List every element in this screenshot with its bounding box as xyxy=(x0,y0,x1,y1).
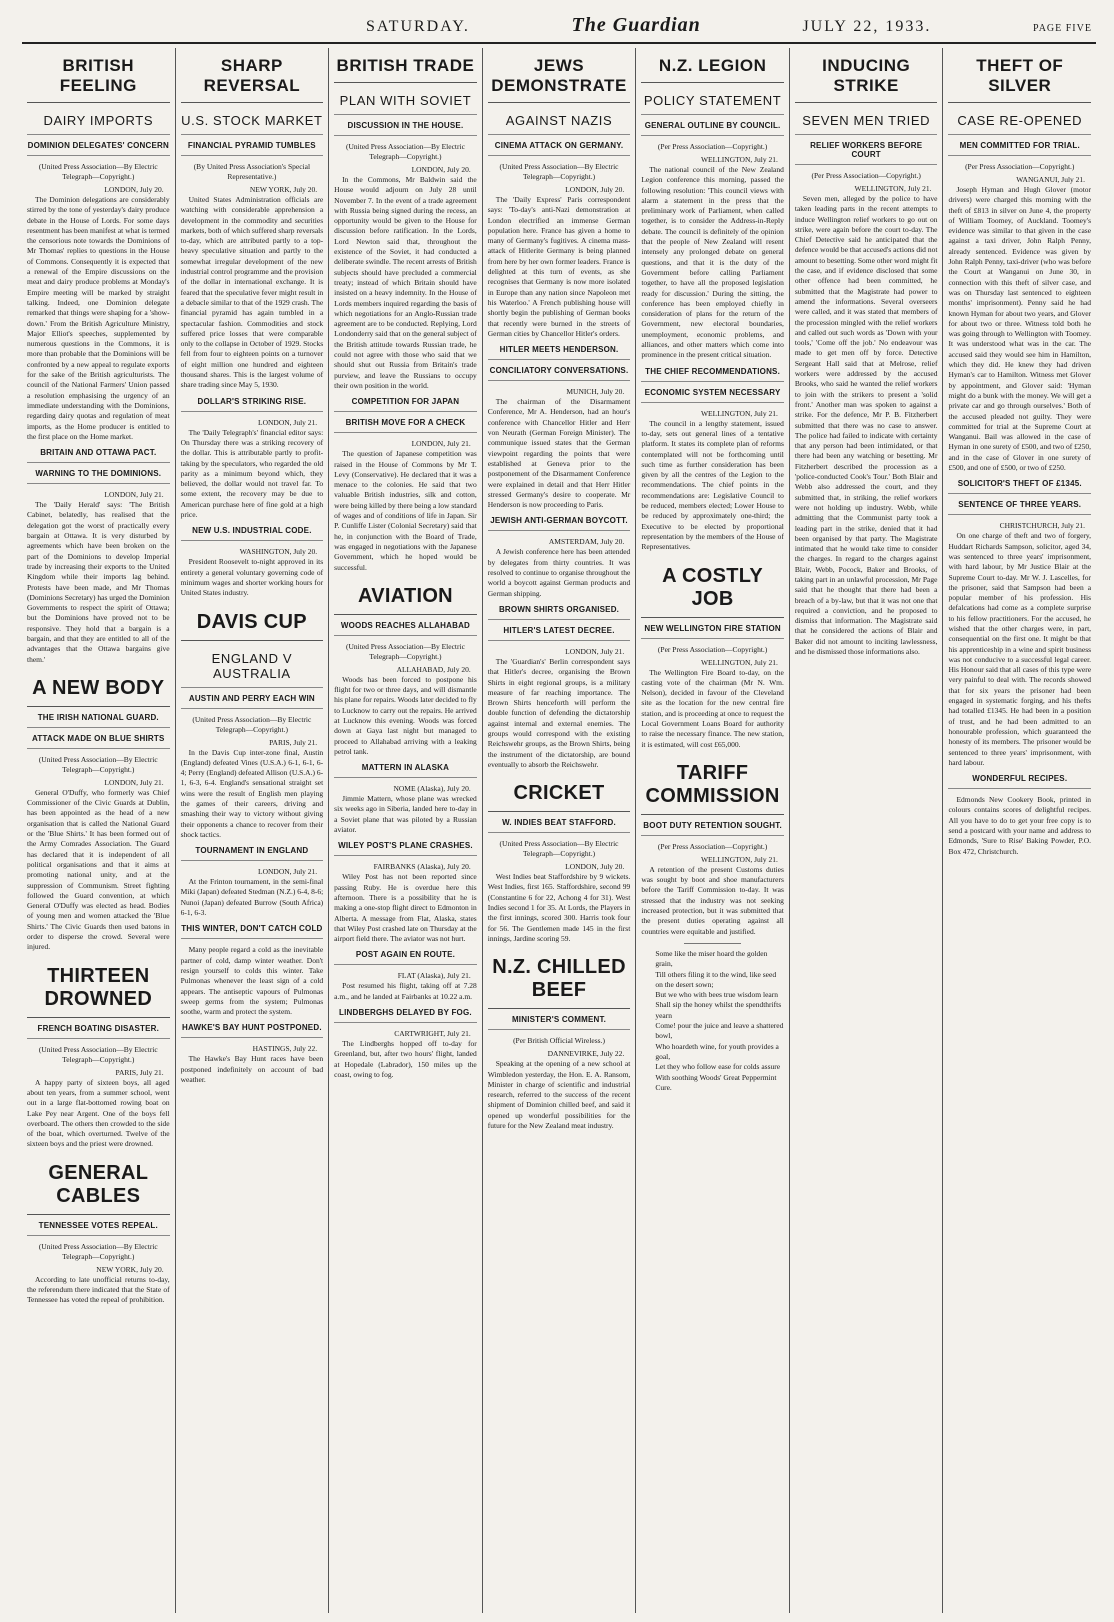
subhead: SENTENCE OF THREE YEARS. xyxy=(948,500,1091,515)
poem-line: Who hoardeth wine, for youth provides a goal, xyxy=(655,1041,779,1061)
subhead: THE IRISH NATIONAL GUARD. xyxy=(27,713,170,728)
column-2 xyxy=(176,48,330,1613)
subhead: NEW U.S. INDUSTRIAL CODE. xyxy=(181,526,324,541)
article-jews-demonstrate xyxy=(488,50,631,770)
headline: THEFT OF SILVER xyxy=(948,50,1091,103)
article-cricket xyxy=(488,776,631,944)
source-line: (United Press Association—By Electric Telegraph—Copyright.) xyxy=(499,162,619,181)
deck: ENGLAND V AUSTRALIA xyxy=(181,645,324,688)
article-body: At the Frinton tournament, in the semi-final Miki (Japan) defeated Stedman (N.Z.) 6-4, 8-6; Nunoi (Japan) defeated Burrow (South Africa) 6-1, 6-3. xyxy=(180,877,324,918)
source-line: (United Press Association—By Electric Telegraph—Copyright.) xyxy=(192,714,312,734)
article-body: General O'Duffy, who formerly was Chief Commissioner of the Civic Guards at Dublin, has been appointed as the head of a new organisation that is called the National Guard or the 'Blue Shirts.' It has been formed out of the Army Comrades Association. The Guard has declared that it is independent of all political organisations and that it aims at promoting national unity, and at the suppression of Communism. Street fighting followed the Guard convention, at which General O'Duffy was elected as head. Bodies of young men and women attacked the 'Blue Shirts.' The Civic Guards then used batons in order to disperse the crowd. Several were injured. xyxy=(27,787,170,952)
source-line: (United Press Association—By Electric Telegraph—Copyright.) xyxy=(38,1044,158,1064)
article-body: The 'Daily Express' Paris correspondent says: 'To-day's anti-Nazi demonstration at London electrified an immense German population here. France has given a home to many of Germany's fugitives. A cinema mass-attack of Hitlerite Germany is being planned from here by her own former leaders. France is delighted at this turn of events, as she recognises that Germany is now more isolated in Europe than any nation since Napoleon met his Waterloo.' A French publishing house will shortly begin the publishing of German books that recently were burned in the streets of German cities by Chancellor Hitler's orders. xyxy=(487,195,631,338)
dateline: LONDON, July 20. xyxy=(411,165,471,174)
article-body: United States Administration officials are watching with considerable apprehension a development in the commodity and securities markets, both of which suffered sharp reversals to-day, which are attributed partly to a top-heavy speculative situation and partly to the somewhat irregular development of the new industrial control programme and the provision of the dollar in international exchange. It is feared that the speculative fever might result in a debacle similar to that of the 1929 crash. The financial pyramid has again tumbled in a spectacular fashion. Commodities and stock suffered price losses that were comparable only to the collapse in October of 1929. Stocks fell from four to eighteen points on a turnover of eight million one hundred and eighteen thousand shares. This is the largest volume of share trading since May 5, 1930. xyxy=(180,195,324,390)
column-5 xyxy=(636,48,790,1613)
poem-line: Let they who follow ease for colds assure xyxy=(655,1062,781,1072)
poem-line: But we who with bees true wisdom learn xyxy=(655,990,778,1000)
dateline: CARTWRIGHT, July 21. xyxy=(394,1029,471,1039)
dateline: AMSTERDAM, July 20. xyxy=(548,537,625,547)
column-1 xyxy=(22,48,176,1613)
advert-pulmonas xyxy=(181,924,324,1085)
article-body: The national council of the New Zealand Legion conference this morning, passed the following resolution: 'This council views with alarm a statement in the press that the preliminary work of Parliament, when called together, is to consider the Address-in-Reply debate. The council is definitely of the opinion that the people of New Zealand will resent intensely any prolonged debate on general questions, and that it is the duty of the Government before calling Parliament together, to have all the proposed legislation ready for discussion.' During the sitting, the conference has been employed chiefly in consideration of plans for the return of the Government, new electoral boundaries, unemployment, economic problems, and alliances, and other matters which come into prominence in the present critical situation. xyxy=(641,165,784,360)
article-body: The Dominion delegations are considerably stirred by the tone of yesterday's dairy produce debate in the House of Lords. For some days resentment has been manifest at what is termed the censorious note towards the Dominions of Mr Thomas' replies to questions in the House of Commons. Consequently it is expected that a renewal of the Empire discussions on the meat and dairy produce problems at Monday's Empire meeting will be marked by straight talking. Indeed, one Dominion delegate remarked that things were shaping for a 'show-down.' From the British Agriculture Ministry, Major Elliot's speeches, supplemented by numerous questions in the Commons, it is more than probable that the Dominions will be confronted by a new appeal to regulate exports for the sake of the British agriculturists. The council of the National Farmers' Union passed a resolution emphasising the urgency of an immediate understanding with the Dominions, regarding dairy quotas and regulation of meat imports, as the Home producer is entitled to the first place on the Home market. xyxy=(27,195,170,441)
article-body: President Roosevelt to-night approved in its entirety a general voluntary governing code of minimum wages and shorter working hours for United States industry. xyxy=(180,557,324,598)
subhead: WOODS REACHES ALLAHABAD xyxy=(334,621,477,636)
column-4 xyxy=(483,48,637,1613)
article-body: The 'Daily Herald' says: 'The British Cabinet, belatedly, has realised that the delegation got the worst of practically every bargain at Ottawa. It is very disturbed by agreements which have been broken on the part of the Dominions to develop Imperial trade by increasing their exports to the United Kingdom while their imports lag behind. Protests have been made, and Mr Thomas (Dominions Secretary) has urged the Dominion Governments to respect the spirit of Ottawa; but the Dominions have proved not to be responsive. They hold that a bargain is a bargain, and that they are entitled to all of the advantages that the Ottawa bargains give them.' xyxy=(27,500,170,664)
advert-poem xyxy=(655,949,784,1093)
source-line: (Per Press Association—Copyright.) xyxy=(811,171,921,180)
source-line: (Per Press Association—Copyright.) xyxy=(657,841,768,851)
article-theft-of-silver xyxy=(948,50,1091,768)
columns xyxy=(22,48,1096,1613)
headline: DAVIS CUP xyxy=(181,605,324,641)
deck: POLICY STATEMENT xyxy=(641,87,784,115)
article-new-body xyxy=(27,671,170,953)
subhead: THIS WINTER, DON'T CATCH COLD xyxy=(181,924,324,939)
subhead: WONDERFUL RECIPES. xyxy=(948,774,1091,789)
article-inducing-strike xyxy=(795,50,938,657)
subhead: BRITAIN AND OTTAWA PACT. xyxy=(27,448,170,463)
dateline: HASTINGS, July 22. xyxy=(252,1044,318,1054)
article-body: The question of Japanese competition was raised in the House of Commons by Mr T. Levy (Conservative). He declared that it was a menace to the colonies. He said that two valuable British industries, silk and cotton, were being killed by there being a low standard of wages and of conditions of life in Japan. Sir P. Cunliffe Lister (Colonial Secretary) said that he, in conjunction with the Board of Trade, was engaged in negotiations with the Japanese Government, which he hoped would be successful. xyxy=(334,449,477,572)
subhead: POST AGAIN EN ROUTE. xyxy=(334,950,477,965)
dateline: FAIRBANKS (Alaska), July 20. xyxy=(373,862,471,872)
source-line: (Per Press Association—Copyright.) xyxy=(657,644,768,654)
headline: N.Z. LEGION xyxy=(641,50,784,83)
poem-line: Till others filing it to the wind, like seed on the desert sown; xyxy=(655,969,777,989)
subhead: THE CHIEF RECOMMENDATIONS. xyxy=(641,367,784,382)
source-line: (Per Press Association—Copyright.) xyxy=(657,142,768,151)
subhead: FINANCIAL PYRAMID TUMBLES xyxy=(181,141,324,156)
subhead: MATTERN IN ALASKA xyxy=(334,763,477,778)
subhead: MINISTER'S COMMENT. xyxy=(488,1015,631,1030)
article-body: A happy party of sixteen boys, all aged about ten years, from a summer school, went out in a large flat-bottomed rowing boat on Lake Pey near Argent. One of the boys fell overboard. The others then crowded to the side of the boat, which overturned. Twelve of the sixteen boys and the priest were drowned. xyxy=(27,1077,170,1149)
deck: CASE RE-OPENED xyxy=(948,107,1091,135)
subhead: TOURNAMENT IN ENGLAND xyxy=(181,846,324,861)
dateline: LONDON, July 20. xyxy=(565,862,625,872)
masthead-page: PAGE FIVE xyxy=(1033,23,1092,34)
poem-line: With soothing Woods' Great Peppermint Cure. xyxy=(655,1072,777,1092)
headline: GENERAL CABLES xyxy=(27,1156,170,1215)
dateline: DANNEVIRKE, July 22. xyxy=(547,1049,625,1059)
source-line: (By United Press Association's Special Representative.) xyxy=(193,162,311,181)
article-davis-cup xyxy=(181,605,324,919)
dateline: ALLAHABAD, July 20. xyxy=(396,664,471,674)
subhead: AUSTIN AND PERRY EACH WIN xyxy=(181,694,324,709)
subhead: W. INDIES BEAT STAFFORD. xyxy=(488,818,631,833)
article-costly-job xyxy=(641,559,784,750)
article-body: The Hawke's Bay Hunt races have been postponed indefinitely on account of bad weather. xyxy=(180,1054,324,1085)
article-body: Woods has been forced to postpone his flight for two or three days, and will dismantle his plane for repairs. Woods later decided to fly to Lucknow to carry out the repairs. He arrived at Lucknow this evening. Woods was forced down at Gaya last night but managed to proceed to Allahabad arriving with a leaking petrol tank. xyxy=(334,674,477,756)
dateline: LONDON, July 20. xyxy=(104,185,164,194)
dateline: MUNICH, July 20. xyxy=(566,387,625,397)
article-body: Joseph Hyman and Hugh Glover (motor drivers) were charged this morning with the theft of £813 in silver on June 4, the property of William Toomey, of Auckland. Toomey's evidence was similar to that given in the case against a taxi driver, John Ralph Penny, already sentenced. Evidence was given by John Ralph Penny, taxi-driver (who was before the Court at Wanganui on June 30, in connection with this theft of silver case, and was on Thursday last sentenced to eighteen months' imprisonment). Penny said he had known Hyman for about two years, and Glover for about two or three. Witness told both he was going through to Wellington with Toomey. It was understood what was in the car. The accused said they would see him in Hamilton, which they did. He knew they had driven Hyman's car to Hamilton. Witness met Glover by appointment, and Glover said: 'Hyman might do a bunk with the money. We will get a private car and go through ourselves.' Both of the accused pleaded not guilty. They were committed for trial at the Supreme Court at Wanganui. Bail was allowed in the case of Hyman in one surety of £500, and two of £250, and in the case of Glover in one surety of £500, and one of £500, or two of £250. xyxy=(948,185,1092,473)
subhead: LINDBERGHS DELAYED BY FOG. xyxy=(334,1008,477,1023)
headline: BRITISH TRADE xyxy=(334,50,477,83)
dateline: LONDON, July 21. xyxy=(104,777,164,787)
dateline: WELLINGTON, July 21. xyxy=(700,155,778,164)
dateline: LONDON, July 20. xyxy=(565,185,625,194)
article-chilled-beef xyxy=(488,950,631,1131)
deck: DAIRY IMPORTS xyxy=(27,107,170,135)
source-line: (United Press Association—By Electric Telegraph—Copyright.) xyxy=(345,142,465,161)
poem-line: Come! pour the juice and leave a shattered bowl, xyxy=(655,1021,784,1041)
dateline: NOME (Alaska), July 20. xyxy=(393,784,471,794)
dateline: LONDON, July 21. xyxy=(104,490,164,500)
dateline: WASHINGTON, July 20. xyxy=(239,547,318,557)
subhead: MEN COMMITTED FOR TRIAL. xyxy=(948,141,1091,156)
headline: A COSTLY JOB xyxy=(641,559,784,618)
source-line: (United Press Association—By Electric Telegraph—Copyright.) xyxy=(345,641,465,661)
article-body: The council in a lengthy statement, issued to-day, sets out general lines of a tentative platform. It states its complete plan of reforms contemplated will not be forthcoming until such time as further consideration has been given by all the centres of the Legion to the recommendations. The chief points in the recommendations are: Legislative Council to be reduced, members elected; Lower House to be reduced by approximately one-third; the Executive to be elected by proportional representation by the members of the House of Representatives. xyxy=(641,418,784,552)
subhead: FRENCH BOATING DISASTER. xyxy=(27,1024,170,1039)
headline: A NEW BODY xyxy=(27,671,170,707)
subhead: WILEY POST'S PLANE CRASHES. xyxy=(334,841,477,856)
deck: U.S. STOCK MARKET xyxy=(181,107,324,135)
advert-body: Many people regard a cold as the inevitable partner of cold, damp winter weather. Don't resign yourself to colds this winter. Take Pulmonas whenever the least sign of a cold appears. The antiseptic vapours of Pulmonas sweep germs from the system; Pulmonas soothe, warm and protect the system. xyxy=(180,945,324,1017)
dateline: LONDON, July 21. xyxy=(257,867,318,877)
article-nz-legion xyxy=(641,50,784,553)
article-body: The chairman of the Disarmament Conference, Mr A. Henderson, had an hour's conference with Chancellor Hitler and Herr von Neurath (German Foreign Minister). The communique issued states that the German viewpoint regarding the points that were established at Geneva prior to the postponement of the Disarmament Conference were explained in detail and that Herr Hitler stressed Germany's desire to cooperate. Mr Henderson is now proceeding to Paris. xyxy=(487,397,631,510)
subhead: ECONOMIC SYSTEM NECESSARY xyxy=(641,388,784,403)
deck: AGAINST NAZIS xyxy=(488,107,631,135)
article-thirteen-drowned xyxy=(27,959,170,1150)
dateline: PARIS, July 21. xyxy=(269,737,318,747)
headline: CRICKET xyxy=(488,776,631,812)
article-tariff-commission xyxy=(641,756,784,937)
source-line: (United Press Association—By Electric Telegraph—Copyright.) xyxy=(499,839,619,859)
article-british-feeling xyxy=(27,50,170,665)
headline: JEWS DEMONSTRATE xyxy=(488,50,631,103)
headline: N.Z. CHILLED BEEF xyxy=(488,950,631,1009)
article-body: A retention of the present Customs duties was sought by boot and shoe manufacturers before the Tariff Commission to-day. It was stressed that the industry was not seeking increased protection, but it was submitted that the present duties operating against all countries were equitable and justified. xyxy=(641,864,784,936)
article-body: Seven men, alleged by the police to have taken leading parts in the recent attempts to induce Wellington relief workers to go out on strike, were again before the court to-day. The Chief Detective said he anticipated that the defence would be that accused's actions did not amount to besetting. Some other word might fit the case, and if evidence disclosed that some other offence had been committed, he submitted that the Magistrate had power to amend the informations. Several overseers were called, and it was stated that members of the procession mingled with the relief workers and called out such words as 'Down with your tools,' 'Come off the job.' No endeavour was made to get men off by force. Detective Sergeant Hall said that at Melrose, relief workers were addressed by the accused Brooks, who said he wanted the relief workers to join with the strikers to present a 'solid front.' Another man was spoken to against a strike. For the defence, Mr P. B. Fitzherbert submitted that there was no case to answer. The police had failed to indicate with certainty that any person had been intimidated, or that there had been any watching or besetting. Mr Fitzherbert described the procession as a 'police-conducted Cook's Tour.' Both Blair and Webb also addressed the court, and they submitted that, in striking, the relief workers were not holding up industry. Webb, while admitting that the Communist party took a leading part in the strike, denied that it had been organised by that party. The Magistrate intimated that he would take time to consider the charges. In regard to the charges against Blair, Webb, Pocock, Baker and Brooks, of taking part in an unlawful procession, Mr Page said that he thought that there had been a breach of a by-law, but that it was not one that required a conviction, and he proposed to dismiss that information. The Magistrate said that he considered the actions of Blair and Baker did not amount to inciting lawlessness, and he dismissed those informations also. xyxy=(794,194,938,657)
subhead: HITLER MEETS HENDERSON. xyxy=(488,345,631,360)
subhead: HAWKE'S BAY HUNT POSTPONED. xyxy=(181,1023,324,1038)
article-general-cables xyxy=(27,1156,170,1306)
headline: TARIFF COMMISSION xyxy=(641,756,784,815)
poem-line: Shall sip the honey whilst the spendthrifts yearn xyxy=(655,1000,782,1020)
article-body: The 'Guardian's' Berlin correspondent says that Hitler's decree, organising the Brown Shirts in eight regional groups, is a military measure of far reaching importance. The Brown Shirts henceforth will perform the double function of defending the dictatorship against internal and external enemies. The groups would correspond with the existing Reichswehr groups, as the Brown Shirts, being the instrument of the dictatorship, are bound eventually to absorb the Reichswehr. xyxy=(487,656,631,769)
article-body: A Jewish conference here has been attended by delegates from thirty countries. It was resolved to continue to organise throughout the world a boycott against German products and German shipping. xyxy=(487,547,631,598)
dateline: WELLINGTON, July 21. xyxy=(854,184,932,193)
dateline: WELLINGTON, July 21. xyxy=(700,854,778,864)
masthead-day: SATURDAY. xyxy=(366,18,470,35)
masthead xyxy=(22,8,1096,44)
article-body: In the Davis Cup inter-zone final, Austin (England) defeated Vines (U.S.A.) 6-1, 6-1, 6-4; Perry (England) defeated Allison (U.S.A.) 6-1, 6-3, 6-4. England's sensational straight set wins were the result of English men playing the games of their careers, driving and smashing their way to victory without giving their opponents a chance to recover from their shock tactics. xyxy=(180,747,324,839)
subhead: BOOT DUTY RETENTION SOUGHT. xyxy=(641,821,784,836)
article-body: Jimmie Mattern, whose plane was wrecked six weeks ago in Siberia, landed here to-day in a Soviet plane that was piloted by a Russian aviator. xyxy=(334,794,477,835)
source-line: (United Press Association—By Electric Telegraph—Copyright.) xyxy=(38,754,158,774)
source-line: (Per Press Association—Copyright.) xyxy=(965,162,1075,171)
article-sharp-reversal xyxy=(181,50,324,599)
masthead-title: The Guardian xyxy=(571,14,701,36)
dateline: NEW YORK, July 20. xyxy=(96,1264,164,1274)
dateline: WELLINGTON, July 21. xyxy=(700,408,778,418)
advert-body: Edmonds New Cookery Book, printed in colours contains scores of delightful recipes. All you have to do to get your free copy is to send a postcard with your name and address to Edmonds, 'Sure to Rise' Baking Powder, P.O. Box 472, Christchurch. xyxy=(948,795,1092,856)
subhead: DOLLAR'S STRIKING RISE. xyxy=(181,397,324,412)
article-body: The Wellington Fire Board to-day, on the casting vote of the chairman (Mr N. Wm. Nelson), decided in favour of the Cleveland site as the location for the new central fire station, and is proceeding at once to request the Local Government Loans Board for authority to raise the necessary finance. The new station, it is estimated, will cost £65,000. xyxy=(641,667,784,749)
subhead: DISCUSSION IN THE HOUSE. xyxy=(334,121,477,136)
advert-recipes xyxy=(948,774,1091,857)
masthead-date: JULY 22, 1933. xyxy=(802,18,932,35)
article-body: The Lindberghs hopped off to-day for Greenland, but, after two hours' flight, landed at Hopedale (Labrador), 150 miles up the coast, owing to fog. xyxy=(334,1039,477,1079)
source-line: (United Press Association—By Electric Telegraph—Copyright.) xyxy=(38,162,158,181)
dateline: NEW YORK, July 20. xyxy=(249,185,318,194)
poem-line: Some like the miser hoard the golden grain, xyxy=(655,948,768,969)
article-body: According to late unofficial returns to-day, the referendum there indicated that the State of Tennessee has voted the repeal of prohibition. xyxy=(27,1274,170,1305)
column-3 xyxy=(329,48,483,1613)
dateline: LONDON, July 21. xyxy=(411,439,471,449)
dateline: FLAT (Alaska), July 21. xyxy=(397,971,471,981)
dateline: WELLINGTON, July 21. xyxy=(700,657,778,667)
subhead: BRITISH MOVE FOR A CHECK xyxy=(334,418,477,433)
subhead: WARNING TO THE DOMINIONS. xyxy=(27,469,170,484)
dateline: WANGANUI, July 21. xyxy=(1016,175,1086,184)
dateline: LONDON, July 21. xyxy=(257,417,318,427)
dateline: CHRISTCHURCH, July 21. xyxy=(999,521,1086,531)
column-6 xyxy=(790,48,944,1613)
dateline: LONDON, July 21. xyxy=(565,646,625,656)
source-line: (United Press Association—By Electric Telegraph—Copyright.) xyxy=(38,1241,158,1261)
subhead: CINEMA ATTACK ON GERMANY. xyxy=(488,141,631,156)
article-body: Wiley Post has not been reported since passing Ruby. He is overdue here this afternoon. There is a possibility that he is making a one-stop flight direct to Edmonton in Alberta. A message from Flat, Alaska, states that Wiley Post crashed late on Thursday at the airport field there. The aviator was not hurt. xyxy=(334,872,477,944)
subhead: HITLER'S LATEST DECREE. xyxy=(488,626,631,641)
subhead: SOLICITOR'S THEFT OF £1345. xyxy=(948,479,1091,494)
article-body: In the Commons, Mr Baldwin said the House would adjourn on July 28 until November 7. In the event of a trade agreement with Russia being signed during the recess, an opportunity would be given to the House for discussion before ratification. In the Lords, Lord Newton said that, throughout the existence of the Soviet, it had conducted a deliberate swindle. The recent arrests of British subjects should have precluded a commercial treaty; instead of which Britain should have insisted on a heavy indemnity. In the House of Lords members inquired regarding the basis of which negotiations for an Anglo-Russian trade agreement are to be conducted. Replying, Lord Londonderry said that on the general subject of the British attitude towards Russian trade, he could not agree with those who said that we should shut out Russia from Britain's trade purview, and leave the Russians to occupy their own position in the world. xyxy=(334,175,477,390)
headline: AVIATION xyxy=(334,579,477,615)
article-aviation xyxy=(334,579,477,1080)
deck: PLAN WITH SOVIET xyxy=(334,87,477,115)
article-body: West Indies beat Staffordshire by 9 wickets. West Indies, first 165. Staffordshire, second 99 (Constantine 6 for 22, Achong 4 for 31). West Indies second 1 for 35. At Lords, the Players in the first innings, scored 300. Harris took four for 56. The Gentlemen made 145 in the first innings, Jardine scoring 59. xyxy=(487,872,631,943)
deck: SEVEN MEN TRIED xyxy=(795,107,938,135)
article-body: On one charge of theft and two of forgery, Huddart Richards Sampson, solicitor, aged 34, was sentenced to three years' imprisonment, with hard labour, by Mr Justice Blair at the Supreme Court to-day. Mr W. J. Lascelles, for the prisoner, said that Sampson had been a popular member of his profession. His defalcations had come as a complete surprise to his fellow practitioners. For the accused, he wished that the other charges were, in part, consequential on the first one. It might be that his apprenticeship in a wine and spirit business was not conducive to a successful legal career. His Honour said that all cases of this type were very painful to deal with. The records showed that for six years the prisoner had been engaged in systematic forging, and his thefts had totalled £1345. He had been in a position of trust, and he had been admitted to an honourable profession, which guaranteed the honesty of its members. The prisoner would be sentenced to three years' imprisonment, with hard labour. xyxy=(948,531,1092,767)
subhead: JEWISH ANTI-GERMAN BOYCOTT. xyxy=(488,516,631,531)
subhead: RELIEF WORKERS BEFORE COURT xyxy=(795,141,938,165)
dateline: PARIS, July 21. xyxy=(115,1067,164,1077)
article-body: The 'Daily Telegraph's' financial editor says: On Thursday there was a striking recovery of the dollar. This is attributable partly to profit-taking by the speculators, who regarded the old parity as a minimum beyond which, they believed, the dollar would not travel far. To some extent, the recovery may be due to American purchase here of fine gold at a high price. xyxy=(180,427,324,520)
subhead: TENNESSEE VOTES REPEAL. xyxy=(27,1221,170,1236)
subhead: COMPETITION FOR JAPAN xyxy=(334,397,477,412)
subhead: ATTACK MADE ON BLUE SHIRTS xyxy=(27,734,170,749)
column-7 xyxy=(943,48,1096,1613)
subhead: BROWN SHIRTS ORGANISED. xyxy=(488,605,631,620)
subhead: DOMINION DELEGATES' CONCERN xyxy=(27,141,170,156)
divider xyxy=(684,943,741,944)
article-body: Speaking at the opening of a new school at Wimbledon yesterday, the Hon. E. A. Ransom, Minister in charge of scientific and industrial research, referred to the success of the recent shipment of Dominion chilled beef, and said it opened up wonderful possibilities for the future for the New Zealand meat industry. xyxy=(487,1059,631,1131)
article-body: Post resumed his flight, taking off at 7.28 a.m., and he landed at Fairbanks at 10.22 a.m. xyxy=(334,981,477,1001)
subhead: CONCILIATORY CONVERSATIONS. xyxy=(488,366,631,381)
headline: SHARP REVERSAL xyxy=(181,50,324,103)
source-line: (Per British Official Wireless.) xyxy=(513,1036,605,1046)
subhead: GENERAL OUTLINE BY COUNCIL. xyxy=(641,121,784,136)
subhead: NEW WELLINGTON FIRE STATION xyxy=(641,624,784,639)
headline: INDUCING STRIKE xyxy=(795,50,938,103)
article-british-trade xyxy=(334,50,477,573)
headline: BRITISH FEELING xyxy=(27,50,170,103)
headline: THIRTEEN DROWNED xyxy=(27,959,170,1018)
